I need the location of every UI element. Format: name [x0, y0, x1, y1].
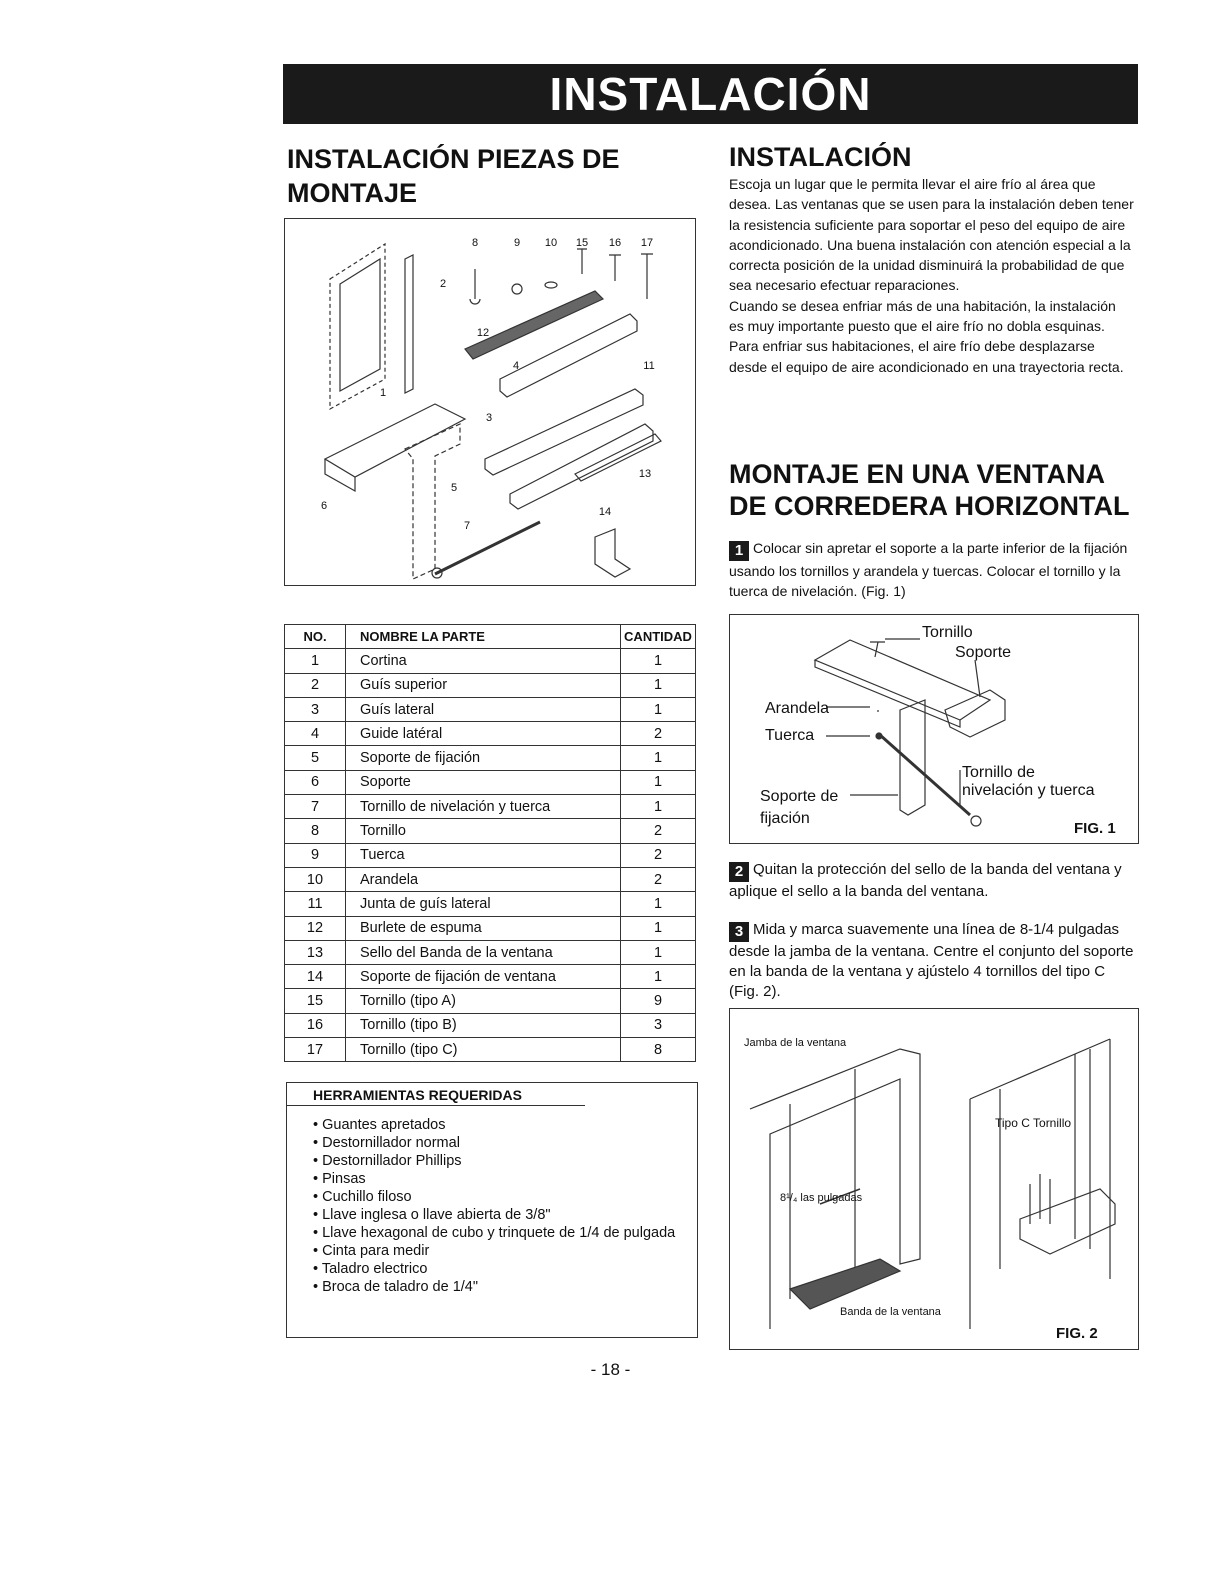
cell-no: 11 — [285, 892, 346, 916]
installation-heading: INSTALACIÓN — [729, 142, 912, 172]
cell-name: Soporte — [346, 770, 621, 794]
tools-box — [286, 1082, 698, 1338]
cell-qty: 9 — [621, 989, 696, 1013]
tools-heading: HERRAMIENTAS REQUERIDAS — [287, 1083, 585, 1106]
fig1-label-tornillo: Tornillo — [922, 624, 973, 641]
list-item: • Destornillador Phillips — [309, 1152, 697, 1170]
mount-heading: MONTAJE EN UNA VENTANA DE CORREDERA HORIZONTAL — [729, 459, 1130, 521]
cell-qty: 2 — [621, 819, 696, 843]
page-banner: INSTALACIÓN — [283, 64, 1138, 124]
parts-heading: INSTALACIÓN PIEZAS DE MONTAJE — [287, 144, 620, 208]
intro-paragraph-2: Cuando se desea enfriar más de una habitación, la instalación es muy importante puesto que el aire frío no dobla esquinas. Para enfriar sus habitaciones, el aire frío debe desplazarse desde el equipo de aire acondicionado en una trayectoria recta. — [729, 297, 1124, 375]
fig2-label-pulgadas: 8¹/₄ las pulgadas — [780, 1192, 863, 1204]
fig1-caption: FIG. 1 — [1074, 820, 1116, 837]
table-row — [285, 1013, 696, 1037]
cell-qty: 1 — [621, 746, 696, 770]
intro-text — [729, 174, 1134, 377]
callout-8: 8 — [471, 237, 479, 249]
list-item: • Destornillador normal — [309, 1134, 697, 1152]
cell-name: Sello del Banda de la ventana — [346, 940, 621, 964]
cell-qty: 1 — [621, 673, 696, 697]
table-row — [285, 1038, 696, 1062]
step-number-2: 2 — [729, 862, 749, 882]
cell-name: Tuerca — [346, 843, 621, 867]
table-row — [285, 892, 696, 916]
step-number-3: 3 — [729, 922, 749, 942]
cell-no: 13 — [285, 940, 346, 964]
figure-2 — [729, 1008, 1139, 1350]
fig1-label-soporte-de: Soporte de — [760, 788, 839, 805]
cell-no: 12 — [285, 916, 346, 940]
cell-qty: 1 — [621, 940, 696, 964]
parts-table — [284, 624, 696, 1062]
cell-name: Junta de guís lateral — [346, 892, 621, 916]
callout-17: 17 — [640, 237, 654, 249]
parts-diagram — [284, 218, 696, 586]
fig2-caption: FIG. 2 — [1056, 1325, 1098, 1342]
callout-13: 13 — [638, 468, 652, 480]
table-row — [285, 673, 696, 697]
cell-name: Soporte de fijación — [346, 746, 621, 770]
list-item: • Taladro electrico — [309, 1260, 697, 1278]
cell-name: Guide latéral — [346, 722, 621, 746]
intro-paragraph-1: Escoja un lugar que le permita llevar el aire frío al área que desea. Las ventanas que se usen para la instalación deben tener la resistencia suficiente para soportar el peso del equipo de aire acondicionado. Una buena instalación con atención especial a la correcta posición de la unidad disminuirá la probabilidad de que sea necesario efectuar reparaciones. — [729, 176, 1134, 294]
list-item: • Llave inglesa o llave abierta de 3/8" — [309, 1206, 697, 1224]
cell-qty: 1 — [621, 795, 696, 819]
table-row — [285, 867, 696, 891]
cell-no: 16 — [285, 1013, 346, 1037]
cell-name: Tornillo (tipo C) — [346, 1038, 621, 1062]
fig1-label-soporte: Soporte — [955, 644, 1012, 661]
callout-15: 15 — [575, 237, 589, 249]
table-row — [285, 940, 696, 964]
list-item: • Cuchillo filoso — [309, 1188, 697, 1206]
fig1-label-tuerca: Tuerca — [765, 727, 815, 744]
cell-name: Arandela — [346, 867, 621, 891]
callout-5: 5 — [450, 482, 458, 494]
list-item: • Cinta para medir — [309, 1242, 697, 1260]
callout-6: 6 — [320, 500, 328, 512]
header-no: NO. — [285, 625, 346, 649]
callout-7: 7 — [463, 520, 471, 532]
figure-2-illustration — [730, 1009, 1138, 1349]
cell-qty: 2 — [621, 843, 696, 867]
table-row — [285, 819, 696, 843]
cell-qty: 1 — [621, 965, 696, 989]
list-item: • Guantes apretados — [309, 1116, 697, 1134]
step-text-2: Quitan la protección del sello de la banda del ventana y aplique el sello a la banda del ventana. — [729, 861, 1122, 900]
cell-name: Cortina — [346, 649, 621, 673]
cell-qty: 8 — [621, 1038, 696, 1062]
cell-no: 1 — [285, 649, 346, 673]
callout-12: 12 — [476, 327, 490, 339]
cell-qty: 1 — [621, 892, 696, 916]
table-row — [285, 649, 696, 673]
table-row — [285, 989, 696, 1013]
table-header-row — [285, 625, 696, 649]
cell-qty: 1 — [621, 697, 696, 721]
cell-no: 4 — [285, 722, 346, 746]
fig1-label-nivelacion: nivelación y tuerca — [962, 782, 1095, 799]
cell-name: Tornillo (tipo A) — [346, 989, 621, 1013]
header-name: NOMBRE LA PARTE — [346, 625, 621, 649]
table-row — [285, 965, 696, 989]
callout-3: 3 — [485, 412, 493, 424]
step-text-3: Mida y marca suavemente una línea de 8-1/4 pulgadas desde la jamba de la ventana. Centre el conjunto del soporte en la banda de la ventana y ajústelo 4 tornillos del tipo C (Fig. 2). — [729, 921, 1134, 1000]
tools-list — [309, 1116, 697, 1296]
cell-name: Tornillo (tipo B) — [346, 1013, 621, 1037]
table-row — [285, 722, 696, 746]
cell-name: Guís lateral — [346, 697, 621, 721]
fig2-label-banda: Banda de la ventana — [840, 1306, 941, 1318]
header-qty: CANTIDAD — [621, 625, 696, 649]
cell-name: Burlete de espuma — [346, 916, 621, 940]
cell-no: 10 — [285, 867, 346, 891]
callout-9: 9 — [513, 237, 521, 249]
table-row — [285, 770, 696, 794]
fig2-label-tipo-c: Tipo C Tornillo — [995, 1116, 1072, 1130]
cell-no: 5 — [285, 746, 346, 770]
cell-no: 7 — [285, 795, 346, 819]
callout-4: 4 — [512, 360, 520, 372]
cell-no: 17 — [285, 1038, 346, 1062]
step-text-1: Colocar sin apretar el soporte a la parte inferior de la fijación usando los tornillos y arandela y tuercas. Colocar el tornillo y la tuerca de nivelación. (Fig. 1) — [729, 540, 1128, 599]
table-row — [285, 795, 696, 819]
fig1-label-tornillo-de: Tornillo de — [962, 764, 1035, 781]
cell-qty: 1 — [621, 649, 696, 673]
table-row — [285, 697, 696, 721]
figure-1 — [729, 614, 1139, 844]
step-3 — [729, 920, 1134, 1002]
cell-qty: 1 — [621, 916, 696, 940]
fig2-label-jamba: Jamba de la ventana — [744, 1037, 847, 1049]
callout-14: 14 — [598, 506, 612, 518]
callout-16: 16 — [608, 237, 622, 249]
fig1-label-arandela: Arandela — [765, 700, 830, 717]
figure-1-illustration — [730, 615, 1138, 843]
callout-11: 11 — [643, 360, 655, 372]
cell-no: 2 — [285, 673, 346, 697]
cell-name: Guís superior — [346, 673, 621, 697]
cell-no: 8 — [285, 819, 346, 843]
table-row — [285, 843, 696, 867]
cell-qty: 1 — [621, 770, 696, 794]
list-item: • Llave hexagonal de cubo y trinquete de 1/4 de pulgada — [309, 1224, 697, 1242]
table-row — [285, 916, 696, 940]
cell-no: 9 — [285, 843, 346, 867]
cell-qty: 3 — [621, 1013, 696, 1037]
callout-2: 2 — [439, 278, 447, 290]
cell-name: Tornillo — [346, 819, 621, 843]
table-row — [285, 746, 696, 770]
cell-no: 14 — [285, 965, 346, 989]
page-number: - 18 - — [590, 1360, 631, 1379]
cell-name: Tornillo de nivelación y tuerca — [346, 795, 621, 819]
step-2 — [729, 860, 1134, 902]
fig1-label-fijacion: fijación — [760, 810, 810, 827]
list-item: • Broca de taladro de 1/4" — [309, 1278, 697, 1296]
cell-no: 3 — [285, 697, 346, 721]
cell-qty: 2 — [621, 722, 696, 746]
step-1 — [729, 538, 1134, 601]
cell-no: 6 — [285, 770, 346, 794]
step-number-1: 1 — [729, 541, 749, 561]
parts-illustration — [285, 219, 695, 585]
cell-qty: 2 — [621, 867, 696, 891]
list-item: • Pinsas — [309, 1170, 697, 1188]
callout-1: 1 — [379, 387, 387, 399]
callout-10: 10 — [544, 237, 558, 249]
cell-no: 15 — [285, 989, 346, 1013]
cell-name: Soporte de fijación de ventana — [346, 965, 621, 989]
